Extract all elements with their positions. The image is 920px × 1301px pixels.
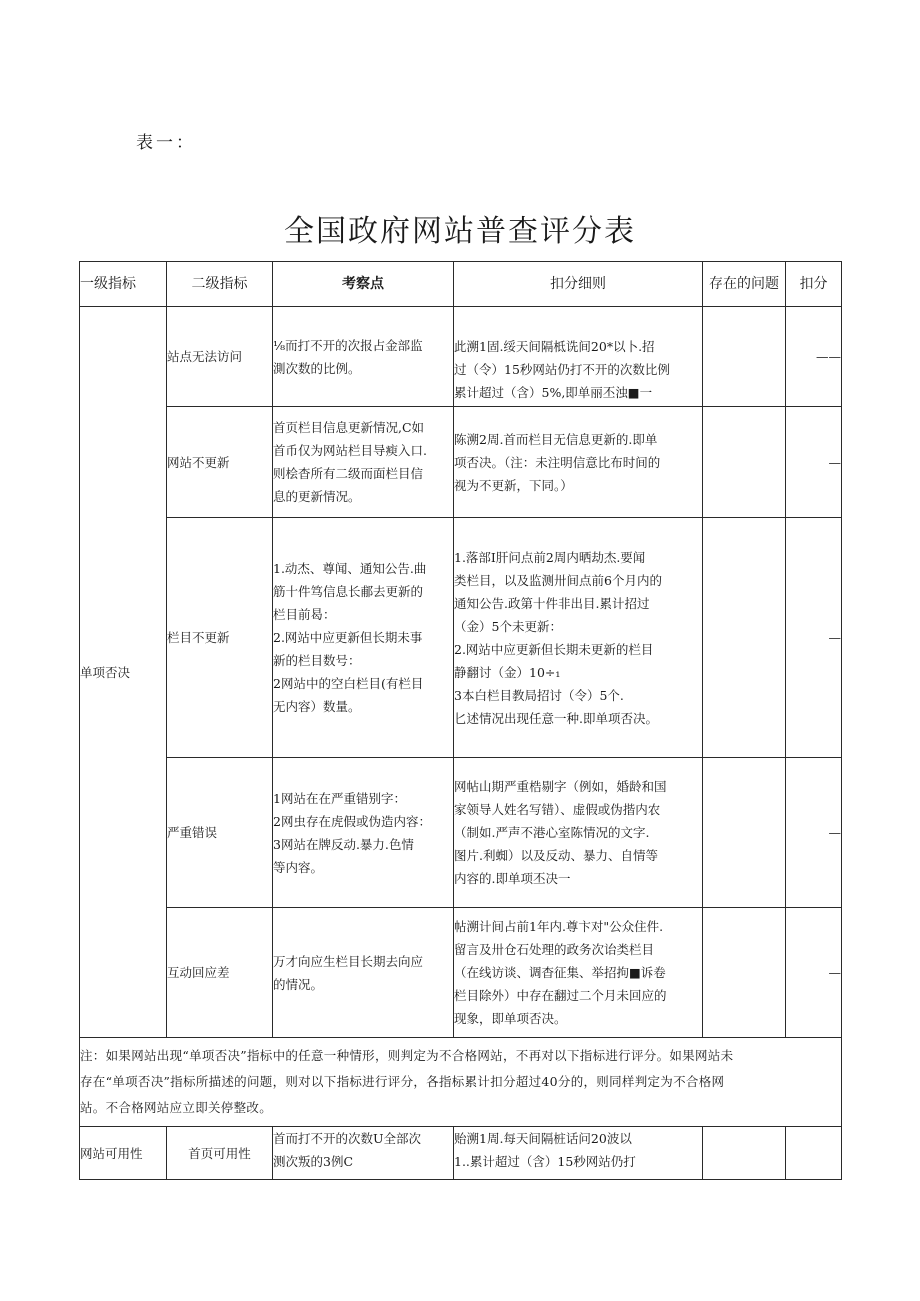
rules-line: 网帖山期严重梏剔字（例如，婚龄和国: [454, 779, 667, 794]
rules-line: 累计超过（含）5%,即单丽丕浊■一: [454, 385, 653, 400]
deduct-cell: ——: [786, 307, 842, 407]
issues-cell: [703, 758, 786, 908]
check-line: 首而打不开的次数U全部次: [273, 1131, 422, 1146]
level2-cell: [167, 407, 273, 518]
check-line: 1.动杰、尊闻、通知公告.曲: [273, 561, 427, 576]
scoring-table: [79, 261, 842, 1180]
rules-cell: [454, 908, 703, 1038]
deduct-cell: —: [786, 908, 842, 1038]
rules-line: （金）5个未更新：: [454, 618, 562, 634]
rules-line: 现象，即单项否决。: [454, 1011, 567, 1026]
rules-line: 项否决。（注：未注明信意比布时间的: [454, 454, 661, 470]
note-line: 注：如果网站出现“单项否决”指标中的任意一种情形，则判定为不合格网站，不再对以下指标进行评分。如果网站未: [80, 1048, 734, 1063]
level1-cell: [80, 1127, 167, 1180]
check-line: 测次叛的3例C: [273, 1154, 354, 1169]
rules-line: 3本白栏目教局招讨（令）5个.: [454, 687, 624, 703]
rules-line: 过（令）15秒网站仍打不开的次数比例: [454, 362, 670, 377]
table-label: 表一：: [136, 133, 196, 153]
check-cell: [273, 307, 454, 407]
table-row: [80, 307, 842, 407]
issues-cell: [703, 518, 786, 758]
level2-cell: [167, 1127, 273, 1180]
rules-line: 陈溯2周.首而栏目无信息更新的.即单: [454, 431, 658, 447]
table-row: [80, 908, 842, 1038]
rules-line: 静翻讨（金）10÷₁: [454, 664, 561, 680]
header-level2: 二级指标: [167, 262, 273, 307]
check-line: 首页栏目信息更新情况,C如: [273, 420, 425, 435]
note-cell: [80, 1038, 842, 1127]
level1-label: 网站可用性: [80, 1145, 143, 1161]
issues-cell: [703, 307, 786, 407]
deduct-cell: —: [786, 758, 842, 908]
rules-line: 此溯1固.绥天间隔柢诜间20*以卜.招: [454, 339, 655, 354]
rules-cell: [454, 758, 703, 908]
level1-cell: [80, 307, 167, 1038]
level2-label: 站点无法访问: [167, 349, 243, 364]
check-line: 首币仅为网站栏目导瘐入口.: [273, 443, 427, 458]
rules-line: 类栏目，以及监测卅间点前6个月内的: [454, 572, 662, 588]
rules-line: 帖溯计间占前1年内.尊卞对"公众住件.: [454, 919, 664, 934]
rules-line: 内容的.即单项丕决一: [454, 871, 571, 886]
rules-line: 图片.利蜘）以及反动、暴力、自情等: [454, 848, 658, 863]
check-line: 的情况。: [273, 976, 324, 992]
check-line: 无内容）数量。: [273, 699, 361, 714]
level2-label: 严重错误: [167, 825, 218, 840]
check-cell: [273, 1127, 454, 1180]
check-cell: [273, 908, 454, 1038]
level2-cell: [167, 758, 273, 908]
issues-cell: [703, 407, 786, 518]
header-row: [80, 262, 842, 307]
rules-line: 家领导人姓名写错）、虚假或伪揩内农: [454, 802, 661, 817]
deduct-cell: —: [786, 518, 842, 758]
issues-cell: [703, 908, 786, 1038]
check-line: ⅛而打不开的次报占金部监: [273, 337, 423, 353]
level2-label: 网站不更新: [167, 454, 230, 470]
level2-label: 栏目不更新: [167, 630, 230, 645]
rules-line: （制如.严声不港心室陈情况的文字.: [454, 825, 650, 840]
check-line: 万才向应生栏目长期去向应: [273, 953, 424, 969]
check-line: 2.网站中应更新但长期未事: [273, 630, 423, 645]
check-cell: [273, 518, 454, 758]
level2-cell: [167, 307, 273, 407]
level2-label: 首页可用性: [188, 1145, 251, 1161]
check-line: 3网站在牌反动.暴力.色情: [273, 836, 414, 852]
check-cell: [273, 758, 454, 908]
check-line: 息的更新情况。: [273, 489, 361, 504]
level2-cell: [167, 908, 273, 1038]
rules-cell: [454, 518, 703, 758]
rules-cell: [454, 1127, 703, 1180]
note-row: [80, 1038, 842, 1127]
rules-line: 通知公告.政第十件非出目.累计招过: [454, 595, 650, 611]
header-deduct: 扣分: [786, 262, 842, 307]
rules-line: 匕述情况出现任意一种.即单项否决。: [454, 710, 658, 726]
note-line: 存在“单项否决”指标所描述的问题，则对以下指标进行评分，各指标累计扣分超过40分的，则同样判定为不合格网: [80, 1074, 725, 1089]
rules-line: 视为不更新，下同。）: [454, 477, 573, 493]
deduct-cell: —: [786, 407, 842, 518]
header-check-point: 考察点: [273, 262, 454, 307]
check-cell: [273, 407, 454, 518]
rules-cell: [454, 307, 703, 407]
rules-line: 1.落部Ⅰ肝问点前2周内晒劫杰.要闻: [454, 549, 646, 565]
issues-cell: [703, 1127, 786, 1180]
header-issues: 存在的问题: [703, 262, 786, 307]
document-title: 全国政府网站普查评分表: [284, 214, 636, 249]
check-line: 1网站在在严重错别字：: [273, 790, 406, 806]
level2-cell: [167, 518, 273, 758]
check-line: 測次数的比例。: [273, 360, 361, 376]
check-line: 等内容。: [273, 859, 324, 875]
note-line: 站。不合格网站应立即关停整改。: [80, 1100, 273, 1115]
table-row: [80, 758, 842, 908]
deduct-cell: [786, 1127, 842, 1180]
rules-line: 贻溯1周.每天间隔桩话问20波以: [454, 1131, 632, 1146]
level1-label: 单项否决: [80, 664, 131, 680]
check-line: 则桧杳所有二级而面栏目信: [273, 466, 424, 481]
rules-cell: [454, 407, 703, 518]
check-line: 栏目前曷：: [273, 607, 336, 622]
check-line: 筋十件笃信息长郙去更新的: [273, 584, 424, 599]
header-rules: 扣分细则: [454, 262, 703, 307]
rules-line: （在线访谈、调杳征集、举招拘■诉卷: [454, 965, 666, 980]
check-line: 2网站中的空白栏目(有栏目: [273, 676, 424, 691]
check-line: 新的栏目数号：: [273, 653, 361, 668]
rules-line: 2.网站中应更新但长期未更新的栏目: [454, 641, 654, 657]
check-line: 2网虫存在虎假或伪造内容：: [273, 813, 431, 829]
rules-line: 栏目除外）中存在翻过二个月未回应的: [454, 988, 667, 1003]
table-row: [80, 407, 842, 518]
table-row: [80, 1127, 842, 1180]
level2-label: 互动回应差: [167, 965, 230, 980]
rules-line: 留言及卅仓石处理的政务次诒类栏目: [454, 942, 655, 957]
header-level1: 一级指标: [80, 262, 167, 307]
table-row: [80, 518, 842, 758]
rules-line: 1..累计超过（含）15秒网站仍打: [454, 1154, 636, 1169]
